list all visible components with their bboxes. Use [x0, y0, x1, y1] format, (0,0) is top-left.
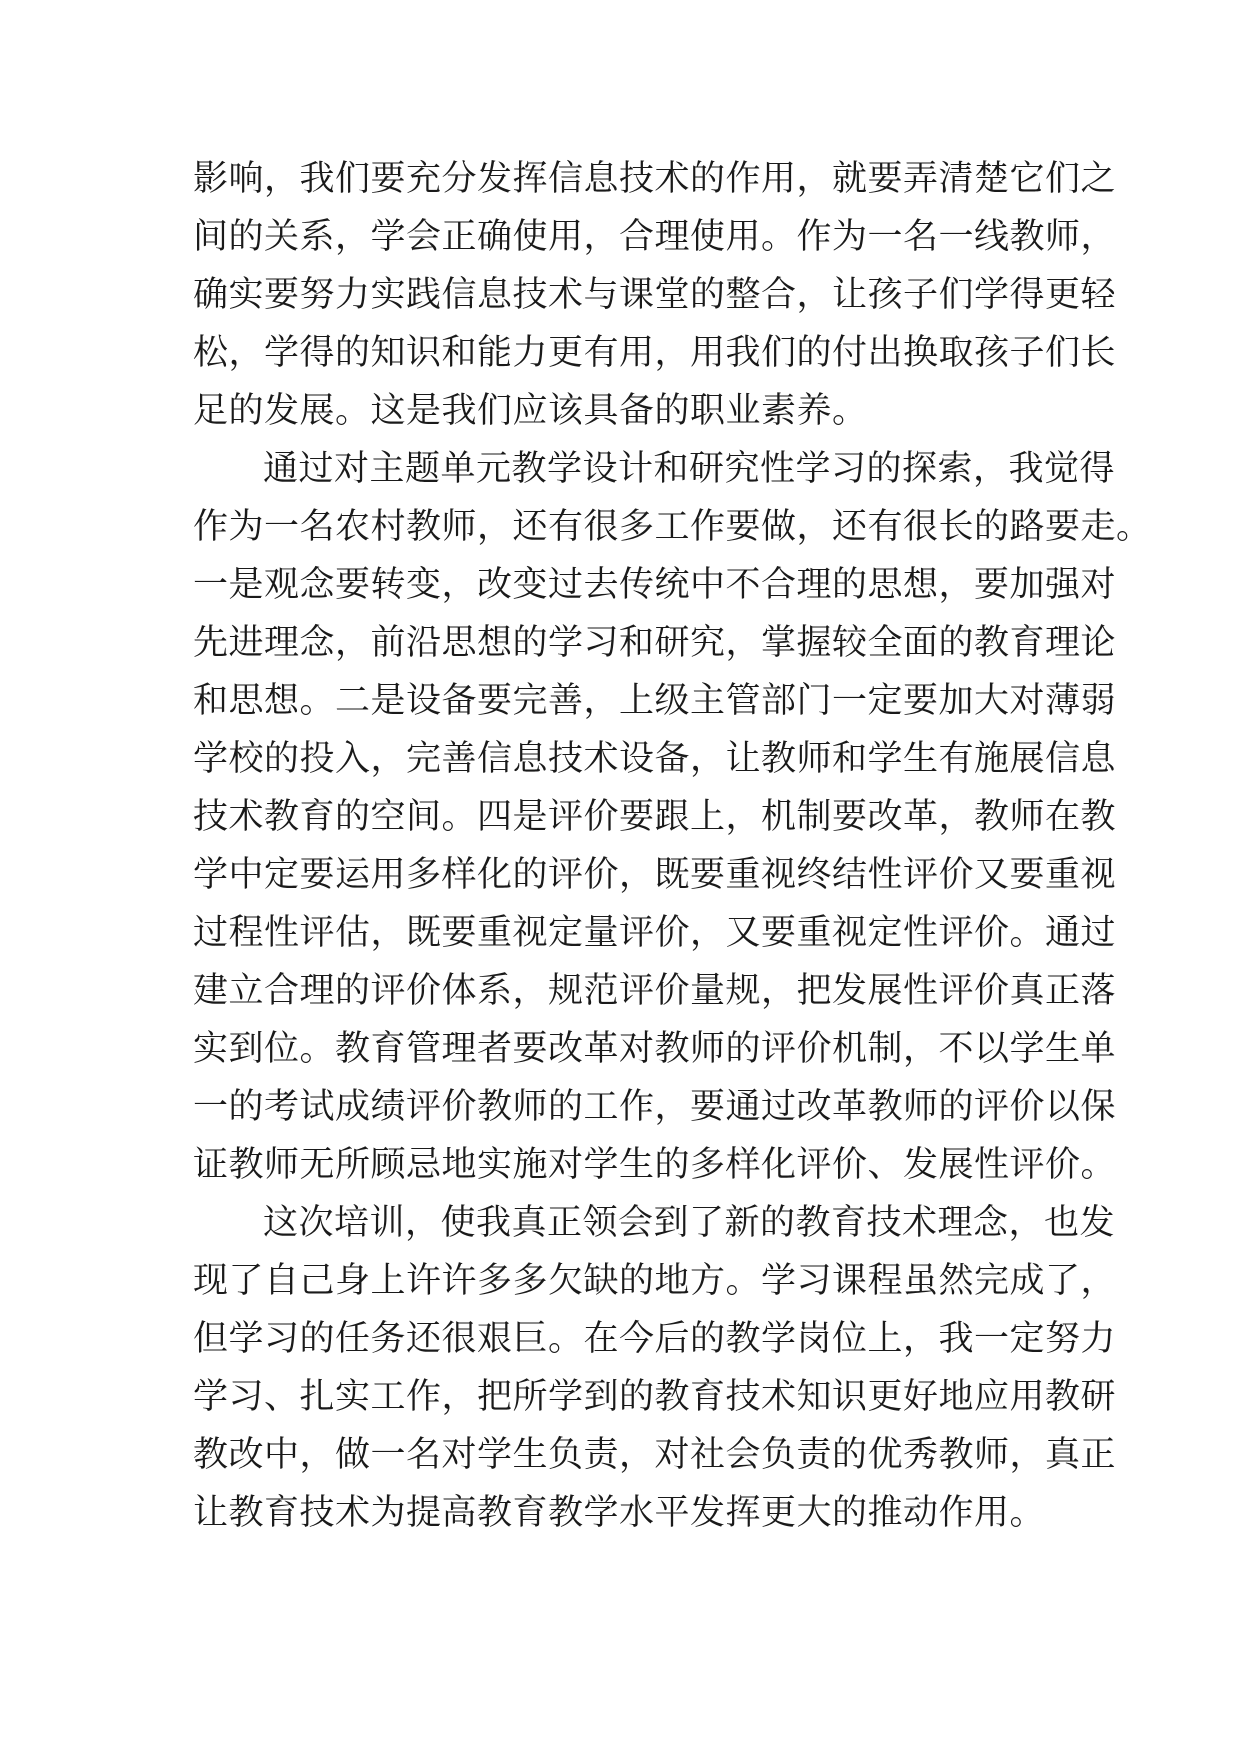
text-line: 确实要努力实践信息技术与课堂的整合，让孩子们学得更轻	[193, 275, 1117, 315]
text-line: 过程性评估，既要重视定量评价，又要重视定性评价。通过	[193, 913, 1117, 953]
paragraph	[193, 440, 1152, 1194]
paragraph	[193, 1194, 1117, 1542]
text-line: 影响，我们要充分发挥信息技术的作用，就要弄清楚它们之	[193, 159, 1117, 199]
text-line: 学习、扎实工作，把所学到的教育技术知识更好地应用教研	[193, 1377, 1117, 1417]
text-line: 先进理念，前沿思想的学习和研究，掌握较全面的教育理论	[193, 623, 1117, 663]
text-line: 技术教育的空间。四是评价要跟上，机制要改革，教师在教	[193, 797, 1117, 837]
paragraph	[193, 150, 1117, 440]
text-line: 让教育技术为提高教育教学水平发挥更大的推动作用。	[193, 1493, 1046, 1533]
text-line: 实到位。教育管理者要改革对教师的评价机制，不以学生单	[193, 1029, 1117, 1069]
text-line: 但学习的任务还很艰巨。在今后的教学岗位上，我一定努力	[193, 1319, 1117, 1359]
text-line: 和思想。二是设备要完善，上级主管部门一定要加大对薄弱	[193, 681, 1117, 721]
document-body	[193, 150, 1152, 1542]
text-line: 一是观念要转变，改变过去传统中不合理的思想，要加强对	[193, 565, 1117, 605]
text-line: 建立合理的评价体系，规范评价量规，把发展性评价真正落	[193, 971, 1117, 1011]
text-line: 教改中，做一名对学生负责，对社会负责的优秀教师，真正	[193, 1435, 1117, 1475]
text-line: 间的关系，学会正确使用，合理使用。作为一名一线教师，	[193, 217, 1117, 257]
text-line: 这次培训，使我真正领会到了新的教育技术理念，也发	[263, 1203, 1116, 1243]
text-line: 证教师无所顾忌地实施对学生的多样化评价、发展性评价。	[193, 1145, 1117, 1185]
text-line: 现了自己身上许许多多欠缺的地方。学习课程虽然完成了，	[193, 1261, 1117, 1301]
text-line: 作为一名农村教师，还有很多工作要做，还有很长的路要走。	[193, 507, 1152, 547]
text-line: 通过对主题单元教学设计和研究性学习的探索，我觉得	[263, 449, 1116, 489]
text-line: 松，学得的知识和能力更有用，用我们的付出换取孩子们长	[193, 333, 1117, 373]
text-line: 学中定要运用多样化的评价，既要重视终结性评价又要重视	[193, 855, 1117, 895]
text-line: 学校的投入，完善信息技术设备，让教师和学生有施展信息	[193, 739, 1117, 779]
text-line: 一的考试成绩评价教师的工作，要通过改革教师的评价以保	[193, 1087, 1117, 1127]
text-line: 足的发展。这是我们应该具备的职业素养。	[193, 391, 868, 431]
